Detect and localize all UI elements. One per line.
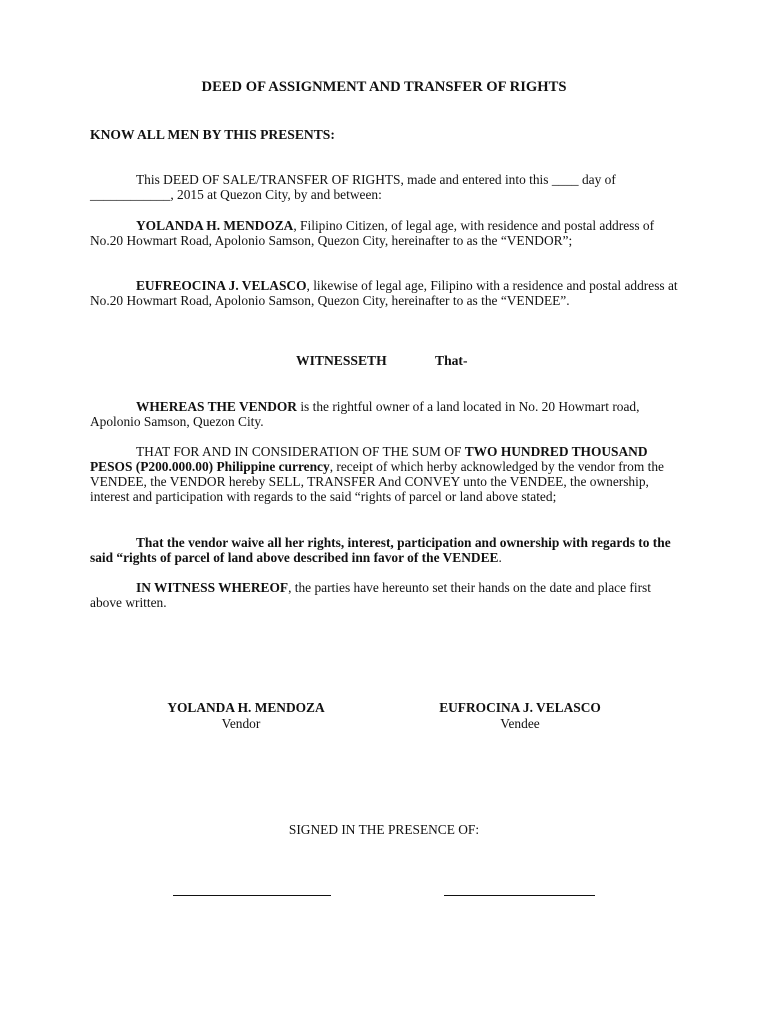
- whereas-lead: WHEREAS THE VENDOR: [136, 399, 297, 414]
- vendee-party-details: , likewise of legal age, Filipino with a residence and postal address at No.20 Howmart Road, Apolonio Samson, Quezon City, hereinafter to as the “VENDEE”.: [90, 278, 678, 308]
- vendee-party-name: EUFREOCINA J. VELASCO: [136, 278, 307, 293]
- waiver-text: That the vendor waive all her rights, interest, participation and ownership with regards to the said “rights of parcel of land above described inn favor of the VENDEE: [90, 535, 671, 565]
- witnesseth-label: WITNESSETH: [296, 353, 387, 368]
- vendee-signatory-name: EUFROCINA J. VELASCO: [439, 700, 601, 715]
- vendor-party-paragraph: [90, 218, 686, 248]
- vendor-signatory-role: Vendor: [221, 716, 261, 731]
- witness-signature-line-1: [173, 895, 331, 896]
- document-title: DEED OF ASSIGNMENT AND TRANSFER OF RIGHTS: [201, 79, 567, 95]
- vendor-party-name: YOLANDA H. MENDOZA: [136, 218, 294, 233]
- vendee-party-paragraph: [90, 278, 686, 308]
- vendor-signatory-name: YOLANDA H. MENDOZA: [167, 700, 325, 715]
- vendee-signatory-role: Vendee: [500, 716, 540, 731]
- whereas-rest: is the rightful owner of a land located in No. 20 Howmart road, Apolonio Samson, Quezon City.: [90, 399, 640, 429]
- consideration-lead: THAT FOR AND IN CONSIDERATION OF THE SUM OF: [136, 444, 465, 459]
- witnesseth-heading: [296, 353, 468, 368]
- signed-in-presence-label: SIGNED IN THE PRESENCE OF:: [288, 822, 480, 837]
- waiver-end: .: [498, 550, 502, 565]
- witness-signature-line-2: [444, 895, 595, 896]
- whereas-paragraph: [90, 399, 686, 429]
- consideration-paragraph: [90, 444, 686, 504]
- that-label: That-: [435, 353, 468, 368]
- consideration-rest: , receipt of which herby acknowledged by the vendor from the VENDEE, the VENDOR hereby SELL, TRANSFER And CONVEY unto the VENDEE, the ownership, interest and participation with regards to the said “rights of parcel or land above stated;: [90, 459, 664, 504]
- in-witness-rest: , the parties have hereunto set their hands on the date and place first above written.: [90, 580, 651, 610]
- intro-paragraph: This DEED OF SALE/TRANSFER OF RIGHTS, made and entered into this ____ day of ____________, 2015 at Quezon City, by and between:: [90, 172, 616, 202]
- vendor-party-details: , Filipino Citizen, of legal age, with residence and postal address of No.20 Howmart Road, Apolonio Samson, Quezon City, hereinafter to as the “VENDOR”;: [90, 218, 655, 248]
- consideration-amount: TWO HUNDRED THOUSAND PESOS (P200.000.00) Philippine currency: [90, 444, 648, 474]
- in-witness-paragraph: [90, 580, 686, 610]
- preamble: KNOW ALL MEN BY THIS PRESENTS:: [90, 127, 335, 142]
- waiver-paragraph: [90, 535, 686, 565]
- in-witness-lead: IN WITNESS WHEREOF: [136, 580, 289, 595]
